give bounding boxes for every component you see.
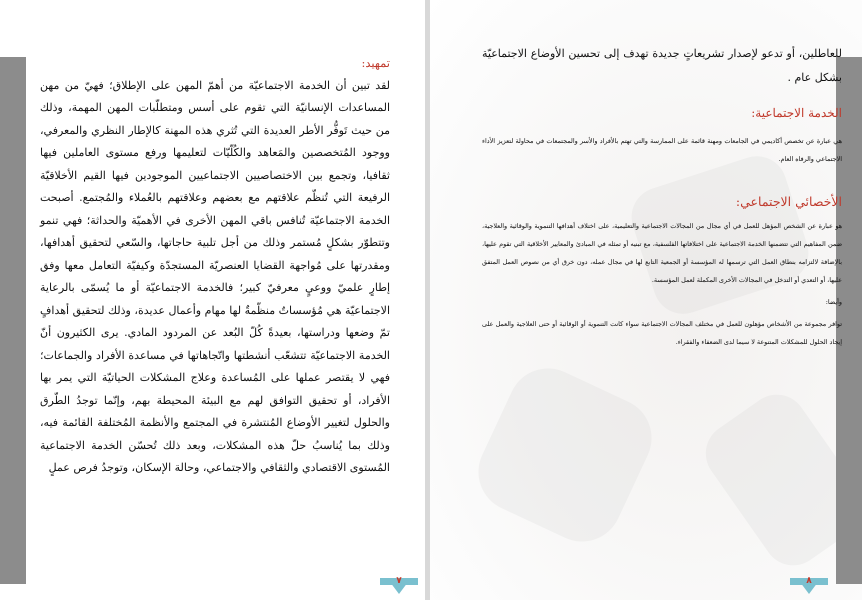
page-number-right <box>790 578 828 598</box>
page-number-left <box>380 578 418 598</box>
social-work-heading: الخدمة الاجتماعية: <box>751 106 842 120</box>
page-number-label: ٧ <box>396 576 402 586</box>
page-left <box>0 0 425 600</box>
specialist-heading: الأخصائي الاجتماعي: <box>735 194 842 209</box>
intro-heading: تمهيد: <box>361 56 390 70</box>
page-number-label: ٨ <box>806 576 812 586</box>
left-page-body <box>40 52 390 480</box>
specialist-definition: هو عبارة عن الشخص المؤهل للعمل في أي مجال من المجالات الاجتماعية والتعليمية، على اختلاف أهدافها التنموية والوقائية والعلاجية، ضمن المفاهيم التي تتضمنها الخدمة الاجتماعية على اختلافاتها الفلسفية، مع تبنيه أو تمثله في المبادئ والمعايير الأخلاقية التي تقوم عليها، بالإضافة لالتزامه بنطاق العمل التي ترسمها له المؤسسة أو الجمعية التابع لها في مجال عمله، دون خرق أي من نصوص العمل المتفق عليها، أو التعدي أو التدخل في المجالات الأخرى المكملة لعمل المؤسسة. <box>482 222 842 284</box>
right-page-body <box>482 42 842 351</box>
left-margin-tab <box>0 57 26 584</box>
also-label: وأيضا: <box>825 298 842 306</box>
also-paragraph: توافر مجموعة من الأشخاص مؤهلون للعمل في مختلف المجالات الاجتماعية سواء كانت التنموية أو الوقائية أو حتى العلاجية والعمل على إيجاد الحلول للمشكلات المتنوعة لا سيما لدى الضعفاء والفقراء. <box>482 320 842 346</box>
page-right <box>430 0 862 600</box>
social-work-definition: هي عبارة عن تخصص أكاديمي في الجامعات ومهنة قائمة على الممارسة والتي تهتم بالأفراد والأسر والمجتمعات في محاولة لتعزيز الأداء الاجتماعي والرفاه العام. <box>482 137 842 163</box>
continued-paragraph: للعاطلين، أو تدعو لإصدار تشريعاتٍ جديدة تهدف إلى تحسين الأوضاع الاجتماعيّة بشكل عام . <box>482 47 842 84</box>
intro-paragraph: لقد تبين أن الخدمة الاجتماعيّة من أهمّ المهن على الإطلاق؛ فهيّ من مهن المساعدات الإنسانيّة التي تقوم على أسس ومتطلّبات المهن المهمة، وذلك من حيث تَوفُّر الأطر العديدة التي تُثري هذه المهنة كالإطار النظري والمعرفي، ووجود المُتخصصين والمَعاهد والكُلّيّات لتعليمها ورفع مستوى العاملين فيها ثقافيا، وتجمع بين الاختصاصيين الاجتماعيين الموجودين فيها القيم الأخلاقيّة الرفيعة التي تُنظّم علاقتهم مع بعضهم وعلاقتهم بالعُملاء والمُجتمع. أصبحت الخدمة الاجتماعيّة تُنافس باقي المهن الأخرى في الأهميّة والحداثة؛ فهي تنمو وتتطوّر بشكلٍ مُستمر وذلك من أجل تلبية حاجاتها، والسّعي لتحقيق أهدافها، ومقدرتها على مُواجهة القضايا العنصريّة المستجدّة وكيفيّة التعامل معها وفق إطارٍ علميّ ووعيٍ معرفيّ كبير؛ فالخدمة الاجتماعيّة أو ما يُسمّى بالرعاية الاجتماعيّة هي مُؤسساتٌ منظّمةٌ لها مهام وأعمال عديدة، وذلك لتحقيق أهدافٍ تمّ وضعها ودراستها، بعيدةً كُلّ البُعد عن المردود المادي. يرى الكثيرون أنّ الخدمة الاجتماعيّة تتشعّب أنشطتها واتّجاهاتها في مساعدة الأفراد والجماعات؛ فهي لا يقتصر عملها على المُساعدة وعلاج المشكلات الحياتيّة التي يمر بها الأفراد، أو تحقيق التوافق لهم مع البيئة المحيطة بهم، وإنّما توجدُ الطّرق والحلول لتغيير الأوضاع المُنتشرة في المجتمع والأنظمة المُختلفة القائمة فيه، وذلك بما يُناسبُ حلّ هذه المشكلات، وبعد ذلك تُحسّن الخدمة الاجتماعية المُستوى الاقتصادي والثقافي والاجتماعي، وحالة الإسكان، وتوجدُ فرص عملٍ <box>40 78 390 474</box>
background-shape <box>465 355 664 554</box>
